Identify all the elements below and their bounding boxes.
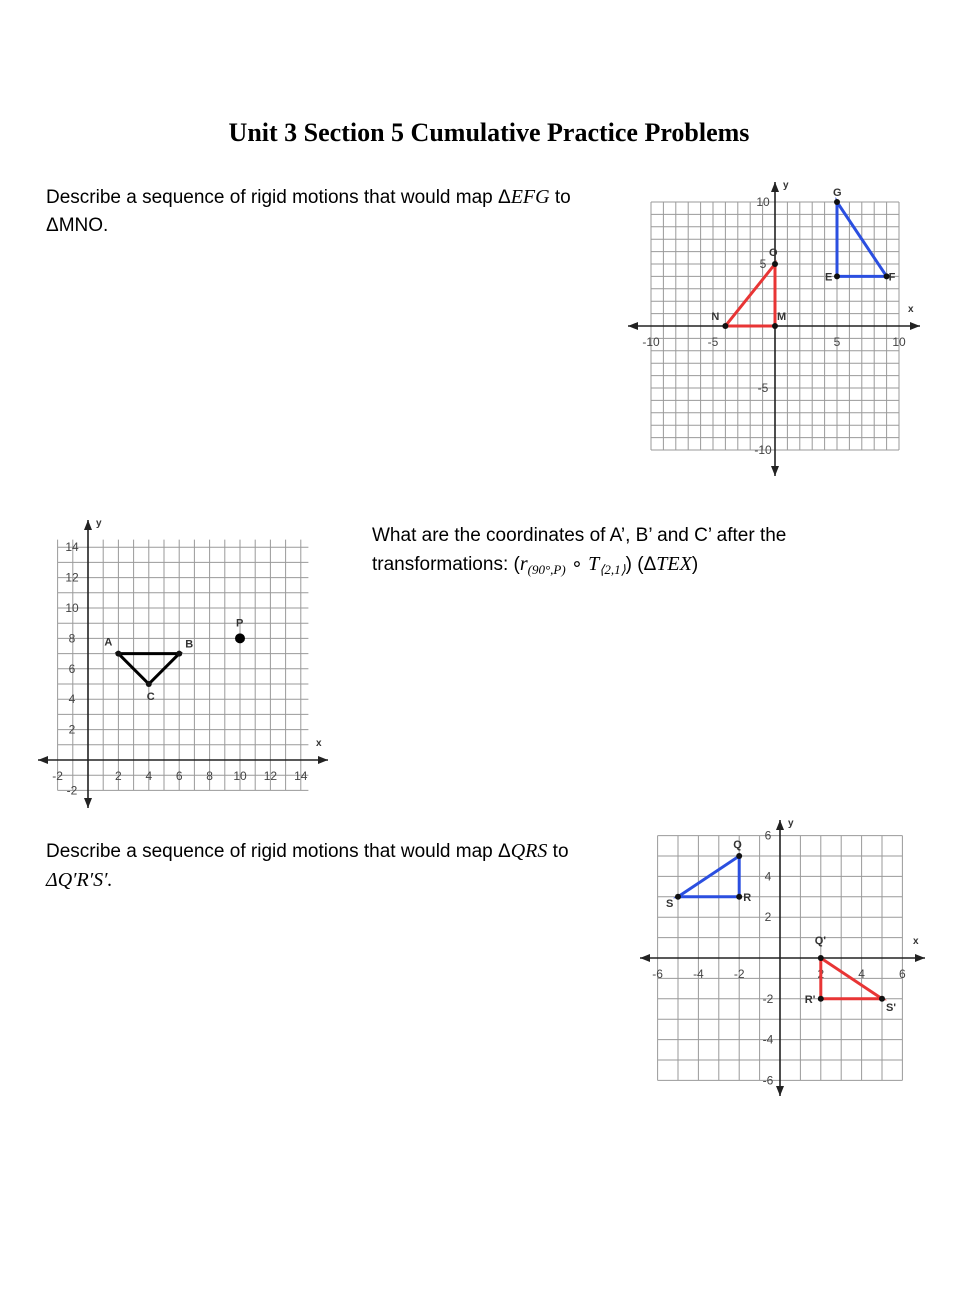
problem-1-lead: Describe a sequence of rigid motions that would map Δ — [46, 187, 511, 208]
problem-2-prefix: transformations: ( — [372, 554, 520, 575]
problem-3-to: to — [547, 841, 569, 862]
efg-vertex-label: F — [888, 271, 896, 284]
x-tick-label: 4 — [858, 967, 865, 981]
y-tick-label: -2 — [762, 991, 774, 1006]
x-tick-label: -10 — [642, 335, 660, 349]
y-tick-label: 4 — [68, 692, 76, 707]
y-tick-label: 2 — [68, 722, 76, 737]
page-title: Unit 3 Section 5 Cumulative Practice Problems — [228, 118, 750, 147]
x-tick-label: 8 — [206, 769, 213, 783]
x-tick-label: 2 — [817, 967, 825, 981]
x-tick-label: 4 — [145, 769, 153, 783]
x-tick-label: -6 — [652, 967, 663, 981]
y-axis-label: y — [96, 518, 102, 529]
abc-vertex-label: A — [104, 636, 113, 649]
qrs-prime-vertex — [879, 996, 885, 1002]
x-axis-arrow-left — [640, 954, 650, 962]
y-axis-label: y — [788, 818, 794, 829]
y-tick-label: -6 — [762, 1073, 774, 1088]
y-tick-label: 12 — [65, 570, 79, 585]
efg-vertex-label: E — [825, 271, 833, 284]
y-tick-label: 8 — [68, 631, 76, 646]
problem-2-end: ) — [691, 554, 699, 575]
qrs-prime-vertex-label: R' — [804, 993, 816, 1006]
mno-vertex-label: M — [777, 311, 787, 323]
problem-1-target: ΔMNO. — [46, 215, 109, 236]
y-axis-arrow-up — [776, 820, 784, 830]
mno-vertex-label: N — [711, 311, 720, 323]
translation-subscript: ⟨2,1⟩ — [599, 562, 626, 577]
problem-2-triangle: TEX — [656, 553, 692, 575]
x-tick-label: 12 — [263, 769, 278, 783]
mno-vertex-label: O — [769, 247, 778, 259]
y-tick-label: -5 — [757, 381, 769, 395]
translation-symbol: T — [588, 553, 600, 575]
y-tick-label: 14 — [65, 540, 79, 555]
efg-vertex-label: G — [833, 187, 842, 199]
x-tick-label: 6 — [899, 967, 906, 981]
problem-3-from: QRS — [510, 840, 548, 862]
y-tick-label: 2 — [764, 910, 772, 925]
x-tick-label: -4 — [693, 967, 704, 981]
y-tick-label: -10 — [754, 443, 772, 457]
qrs-vertex — [736, 853, 742, 859]
y-tick-label: -4 — [762, 1032, 774, 1047]
x-tick-label: 5 — [833, 335, 841, 349]
y-axis-label: y — [783, 180, 789, 191]
x-tick-label: -5 — [707, 335, 719, 349]
abc-vertex-label: B — [185, 638, 194, 651]
rotation-symbol: r — [519, 553, 528, 575]
abc-vertex-label: C — [146, 691, 155, 703]
problem-2-line1: What are the coordinates of A’, B’ and C’ after the — [372, 525, 787, 546]
x-axis-label: x — [316, 738, 322, 749]
point-p-label: P — [236, 617, 244, 630]
problem-1-to: to — [549, 187, 571, 208]
x-tick-label: 2 — [115, 769, 122, 783]
problem-3-target: ΔQ′R′S′. — [46, 869, 113, 891]
qrs-vertex — [675, 894, 681, 900]
qrs-prime-vertex — [818, 955, 824, 961]
y-tick-label: 10 — [756, 195, 770, 209]
qrs-prime-vertex — [818, 996, 824, 1002]
problem-2-close: ) (Δ — [625, 554, 657, 575]
x-tick-label: 10 — [233, 769, 247, 783]
rotation-subscript: (90°,P) — [527, 562, 566, 577]
y-tick-label: 10 — [65, 601, 79, 615]
x-axis-label: x — [913, 936, 919, 947]
x-tick-label: -2 — [52, 769, 63, 783]
qrs-vertex-label: S — [666, 897, 674, 910]
y-axis-arrow-down — [776, 1086, 784, 1096]
qrs-vertex-label: Q — [733, 839, 742, 851]
x-tick-label: 14 — [294, 769, 308, 783]
x-axis-arrow-right — [915, 954, 925, 962]
qrs-vertex — [736, 894, 742, 900]
x-tick-label: -2 — [733, 967, 745, 981]
qrs-prime-vertex-label: S' — [886, 1001, 896, 1014]
y-tick-label: 4 — [764, 869, 772, 884]
problem-3-lead: Describe a sequence of rigid motions that would map Δ — [46, 841, 511, 862]
x-axis-label: x — [908, 304, 914, 315]
y-tick-label: 5 — [759, 257, 767, 271]
problem-1-from: EFG — [510, 186, 550, 208]
compose-symbol: ∘ — [565, 554, 589, 575]
x-tick-label: 10 — [892, 335, 906, 349]
qrs-vertex-label: R — [743, 891, 752, 904]
x-tick-label: 6 — [175, 769, 183, 783]
y-tick-label: 6 — [68, 661, 76, 676]
qrs-prime-vertex-label: Q' — [814, 935, 826, 947]
y-tick-label: 6 — [764, 828, 772, 843]
y-tick-label: -2 — [66, 783, 78, 798]
